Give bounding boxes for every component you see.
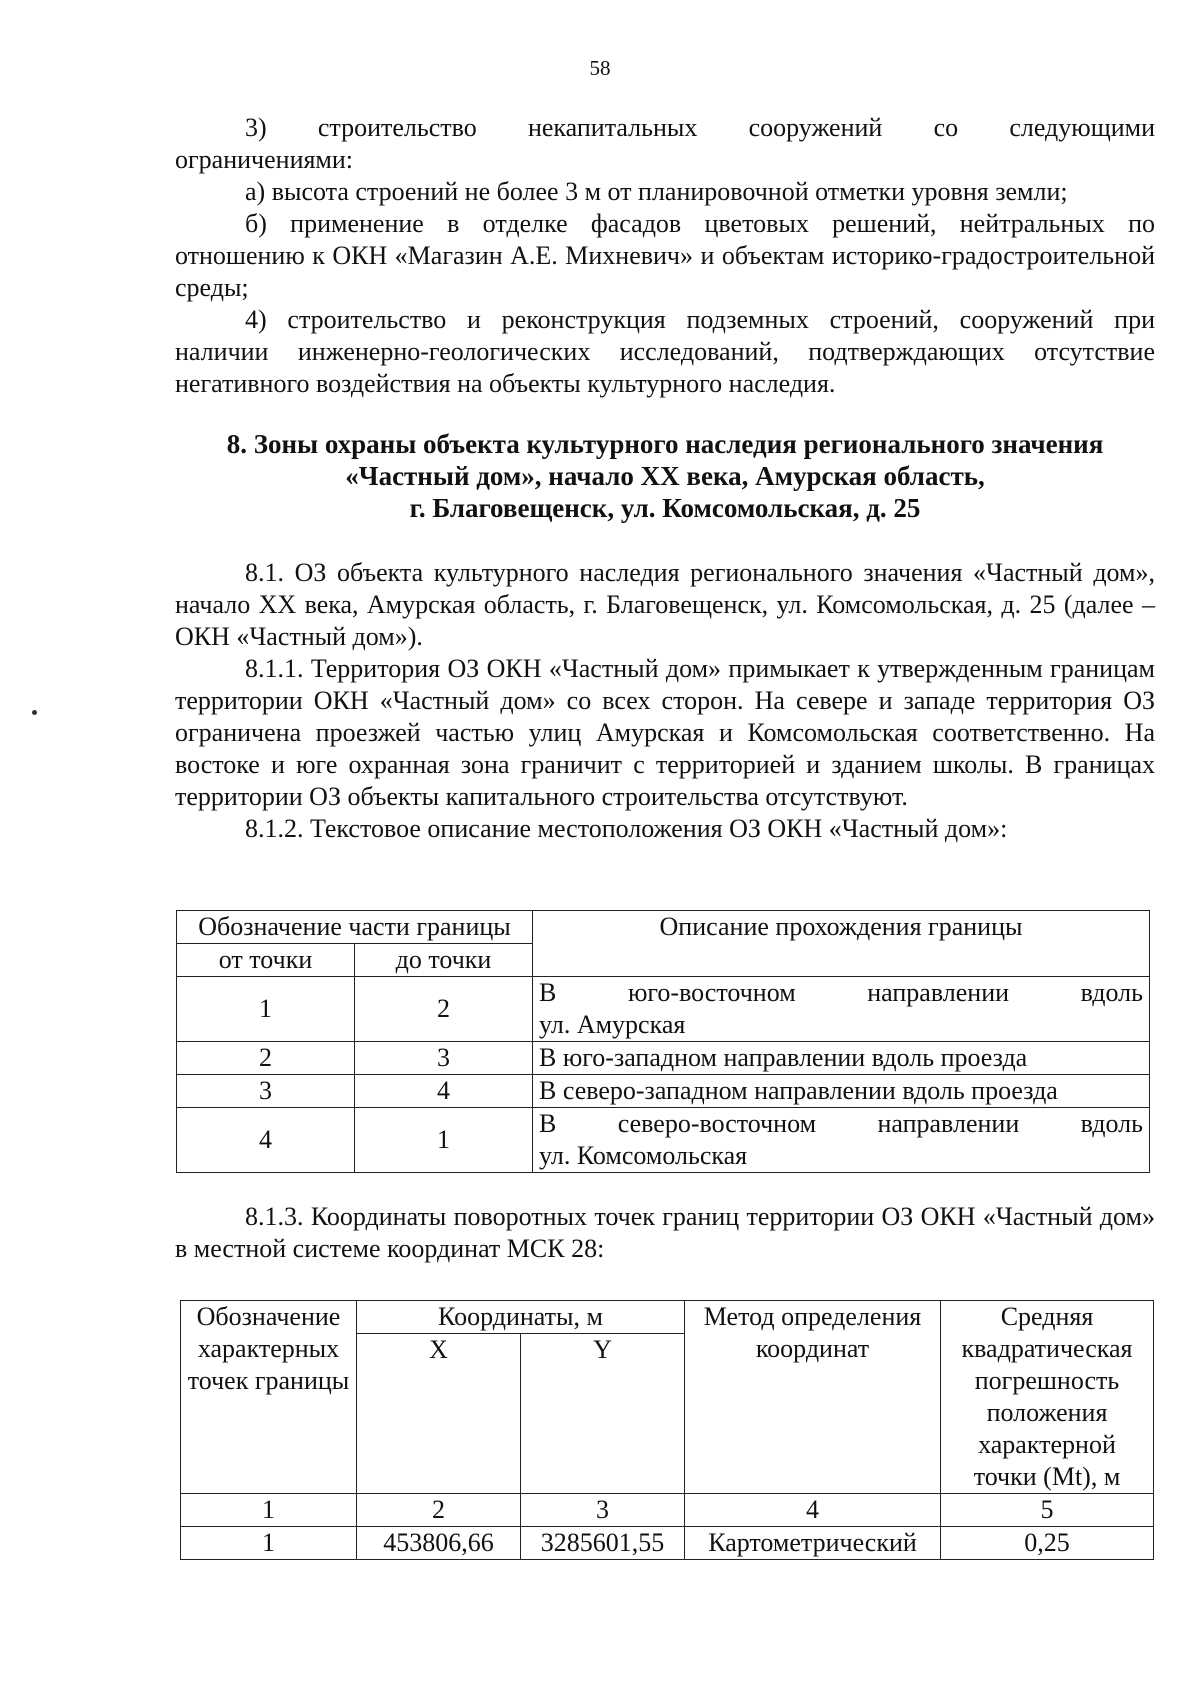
cell-description: В северо-западном направлении вдоль проезда bbox=[533, 1075, 1150, 1108]
th-mean-error: Средняя квадратическая погрешность положения характерной точки (Mt), м bbox=[941, 1301, 1154, 1494]
description-line2: ул. Комсомольская bbox=[539, 1141, 748, 1170]
cell-from: 3 bbox=[177, 1075, 355, 1108]
cell-method: Картометрический bbox=[685, 1527, 941, 1560]
th-coordinates: Координаты, м bbox=[357, 1301, 685, 1334]
cell-description bbox=[533, 1108, 1150, 1173]
cell-description: В юго-западном направлении вдоль проезда bbox=[533, 1042, 1150, 1075]
cell-to: 4 bbox=[355, 1075, 533, 1108]
cell-from: 1 bbox=[177, 977, 355, 1042]
cell-y: 3285601,55 bbox=[521, 1527, 685, 1560]
cell-x: 453806,66 bbox=[357, 1527, 521, 1560]
table-row bbox=[177, 1108, 1150, 1173]
th-to-point: до точки bbox=[355, 944, 533, 977]
cell-from: 2 bbox=[177, 1042, 355, 1075]
section-title-line2: «Частный дом», начало XX века, Амурская область, bbox=[345, 461, 985, 491]
th-boundary-points: Обозначение характерных точек границы bbox=[181, 1301, 357, 1494]
paragraph-8-1-3-block bbox=[175, 1201, 1155, 1265]
cell-to: 2 bbox=[355, 977, 533, 1042]
paragraph-8-1-1: 8.1.1. Территория ОЗ ОКН «Частный дом» примыкает к утвержденным границам территории ОКН «Частный дом» со всех сторон. На севере и западе территория ОЗ ограничена проезжей частью улиц Амурская и Комсомольская соответственно. На востоке и юге охранная зона граничит с территорией и зданием школы. В границах территории ОЗ объекты капитального строительства отсутствуют. bbox=[175, 654, 1155, 811]
th-from-point: от точки bbox=[177, 944, 355, 977]
column-number: 4 bbox=[685, 1494, 941, 1527]
scan-speck bbox=[32, 710, 37, 715]
column-number: 3 bbox=[521, 1494, 685, 1527]
cell-to: 3 bbox=[355, 1042, 533, 1075]
cell-error: 0,25 bbox=[941, 1527, 1154, 1560]
column-number: 1 bbox=[181, 1494, 357, 1527]
table-row bbox=[181, 1527, 1154, 1560]
item-3-line2: ограничениями: bbox=[175, 145, 354, 174]
item-a: а) высота строений не более 3 м от планировочной отметки уровня земли; bbox=[245, 177, 1068, 206]
cell-point: 1 bbox=[181, 1527, 357, 1560]
column-numbers-row bbox=[181, 1494, 1154, 1527]
th-y: Y bbox=[521, 1334, 685, 1494]
boundary-description-table bbox=[176, 910, 1150, 1173]
cell-from: 4 bbox=[177, 1108, 355, 1173]
description-line2: ул. Амурская bbox=[539, 1010, 686, 1039]
item-3-line1: 3) строительство некапитальных сооружений со следующими bbox=[245, 113, 1155, 142]
item-b: б) применение в отделке фасадов цветовых решений, нейтральных по отношению к ОКН «Магазин А.Е. Михневич» и объектам историко-градостроительной среды; bbox=[175, 209, 1155, 302]
cell-description bbox=[533, 977, 1150, 1042]
cell-to: 1 bbox=[355, 1108, 533, 1173]
page-number: 58 bbox=[589, 56, 611, 80]
table-row bbox=[177, 1042, 1150, 1075]
paragraph-8-1-2: 8.1.2. Текстовое описание местоположения ОЗ ОКН «Частный дом»: bbox=[245, 814, 1008, 843]
column-number: 2 bbox=[357, 1494, 521, 1527]
paragraph-8-1: 8.1. ОЗ объекта культурного наследия регионального значения «Частный дом», начало XX века, Амурская область, г. Благовещенск, ул. Комсомольская, д. 25 (далее – ОКН «Частный дом»). bbox=[175, 558, 1155, 651]
section-title-line1: 8. Зоны охраны объекта культурного наследия регионального значения bbox=[226, 429, 1104, 459]
th-boundary-description: Описание прохождения границы bbox=[533, 911, 1150, 977]
intro-list bbox=[175, 112, 1155, 400]
description-line1: В северо-восточном направлении вдоль bbox=[539, 1109, 1143, 1138]
column-number: 5 bbox=[941, 1494, 1154, 1527]
section-body bbox=[175, 557, 1155, 845]
table-row bbox=[177, 977, 1150, 1042]
th-x: X bbox=[357, 1334, 521, 1494]
description-line1: В юго-восточном направлении вдоль bbox=[539, 978, 1143, 1007]
paragraph-8-1-3: 8.1.3. Координаты поворотных точек границ территории ОЗ ОКН «Частный дом» в местной системе координат МСК 28: bbox=[175, 1202, 1155, 1263]
table-row bbox=[177, 1075, 1150, 1108]
section-title-line3: г. Благовещенск, ул. Комсомольская, д. 25 bbox=[409, 493, 921, 523]
coordinates-table bbox=[180, 1300, 1154, 1560]
th-boundary-part: Обозначение части границы bbox=[177, 911, 533, 944]
item-4: 4) строительство и реконструкция подземных строений, сооружений при наличии инженерно-геологических исследований, подтверждающих отсутствие негативного воздействия на объекты культурного наследия. bbox=[175, 305, 1155, 398]
section-title bbox=[175, 428, 1155, 524]
th-method: Метод определения координат bbox=[685, 1301, 941, 1494]
